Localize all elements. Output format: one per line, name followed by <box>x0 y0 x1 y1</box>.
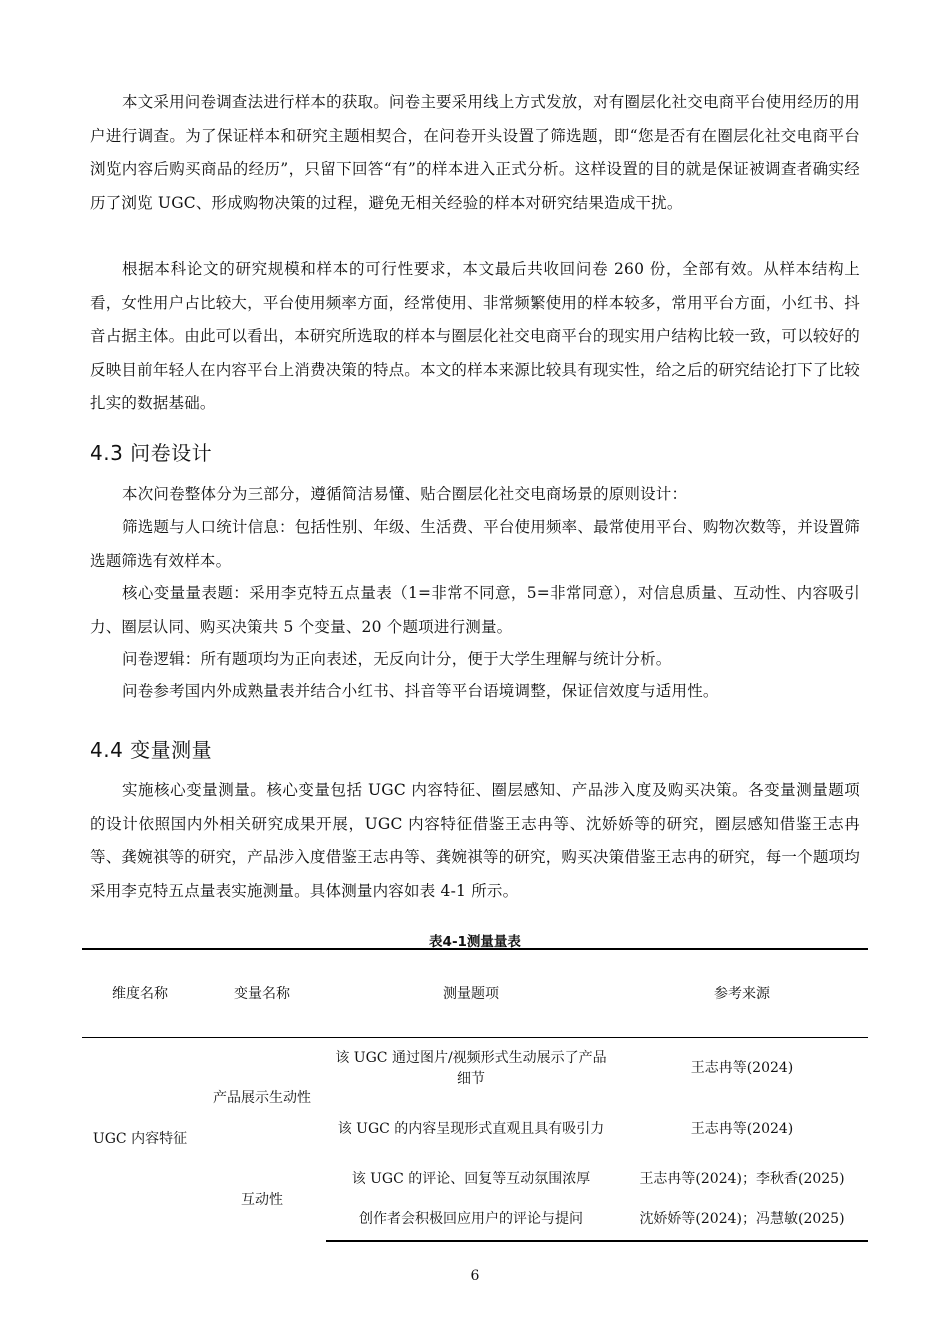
source-cell: 王志冉等(2024) <box>690 1060 794 1076</box>
variable-cell: 产品展示生动性 <box>213 1090 311 1106</box>
paragraph-variable-measurement: 实施核心变量测量。核心变量包括 UGC 内容特征、圈层感知、产品涉入度及购买决策。各变量测量题项的设计依照国内外相关研究成果开展，UGC 内容特征借鉴王志冉等、沈娇娇等的研究，圈层感知借鉴王志冉等、龚婉祺等的研究，产品涉入度借鉴王志冉等、龚婉祺等的研究，购买决策借鉴王志冉的研究，每一个题项均采用李克特五点量表实施测量。具体测量内容如表 4-1 所示。 <box>90 781 860 900</box>
source-cell: 王志冉等(2024) <box>690 1121 794 1137</box>
header-dimension: 维度名称 <box>82 949 198 1037</box>
dimension-cell: UGC 内容特征 <box>92 1130 188 1147</box>
paragraph-questionnaire-overview: 本次问卷整体分为三部分，遵循简洁易懂、贴合圈层化社交电商场景的原则设计： <box>122 485 688 503</box>
paragraph-sample-structure: 根据本科论文的研究规模和样本的可行性要求，本文最后共收回问卷 260 份，全部有效。从样本结构上看，女性用户占比较大，平台使用频率方面，经常使用、非常频繁使用的样本较多，常用平台方面，小红书、抖音占据主体。由此可以看出，本研究所选取的样本与圈层化社交电商平台的现实用户结构比较一致，可以较好的反映目前年轻人在内容平台上消费决策的特点。本文的样本来源比较具有现实性，给之后的研究结论打下了比较扎实的数据基础。 <box>90 260 860 412</box>
item-cell: 该 UGC 的评论、回复等互动氛围浓厚 <box>351 1171 591 1187</box>
table-header-row <box>82 949 868 1037</box>
table-row <box>82 1037 868 1100</box>
paragraph-sampling-method: 本文采用问卷调查法进行样本的获取。问卷主要采用线上方式发放，对有圈层化社交电商平台使用经历的用户进行调查。为了保证样本和研究主题相契合，在问卷开头设置了筛选题，即“您是否有在圈层化社交电商平台浏览内容后购买商品的经历”，只留下回答“有”的样本进入正式分析。这样设置的目的就是保证被调查者确实经历了浏览 UGC、形成购物决策的过程，避免无相关经验的样本对研究结果造成干扰。 <box>90 93 860 212</box>
paragraph-core-variable-scale: 核心变量量表题：采用李克特五点量表（1=非常不同意，5=非常同意），对信息质量、互动性、内容吸引力、圈层认同、购买决策共 5 个变量、20 个题项进行测量。 <box>90 584 860 636</box>
page-number: 6 <box>470 1268 480 1284</box>
table-caption: 表4-1测量量表 <box>429 934 521 950</box>
header-item: 测量题项 <box>326 949 616 1037</box>
paragraph-questionnaire-logic: 问卷逻辑：所有题项均为正向表述，无反向计分，便于大学生理解与统计分析。 <box>122 650 672 668</box>
item-cell: 创作者会积极回应用户的评论与提问 <box>326 1200 616 1241</box>
section-heading-4-4: 4.4 变量测量 <box>90 738 213 762</box>
item-cell: 该 UGC 的内容呈现形式直观且具有吸引力 <box>337 1121 605 1137</box>
measurement-table <box>82 948 868 1242</box>
item-cell: 该 UGC 通过图片/视频形式生动展示了产品细节 <box>335 1049 607 1087</box>
paragraph-screening-demographics: 筛选题与人口统计信息：包括性别、年级、生活费、平台使用频率、最常使用平台、购物次数等，并设置筛选题筛选有效样本。 <box>90 518 860 570</box>
header-variable: 变量名称 <box>198 949 326 1037</box>
paragraph-questionnaire-reference: 问卷参考国内外成熟量表并结合小红书、抖音等平台语境调整，保证信效度与适用性。 <box>122 682 719 700</box>
section-heading-4-3: 4.3 问卷设计 <box>90 441 213 465</box>
variable-cell: 互动性 <box>241 1191 283 1208</box>
measurement-table-container <box>82 948 868 1242</box>
table-row <box>82 1160 868 1200</box>
header-source: 参考来源 <box>616 949 868 1037</box>
source-cell: 沈娇娇等(2024)；冯慧敏(2025) <box>616 1200 868 1241</box>
source-cell: 王志冉等(2024)；李秋香(2025) <box>639 1171 845 1187</box>
